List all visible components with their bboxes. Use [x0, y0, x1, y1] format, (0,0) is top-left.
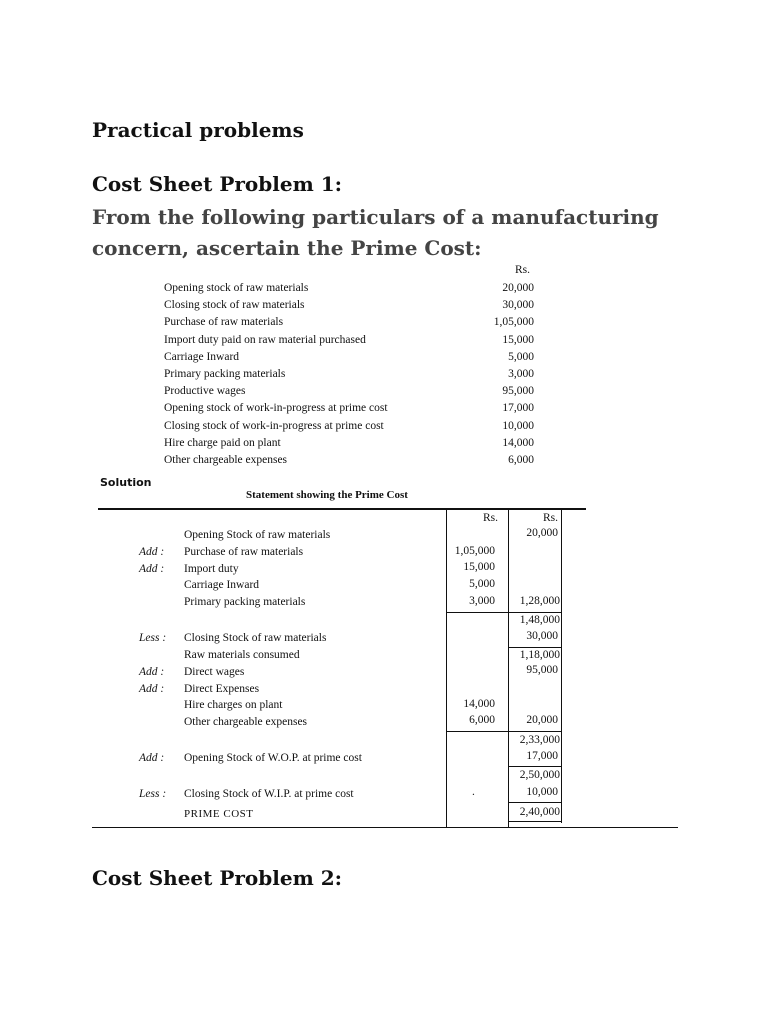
particular-amount: 10,000: [502, 419, 534, 432]
column-divider-3: [561, 509, 562, 823]
particular-label: Primary packing materials: [164, 367, 286, 380]
particular-label: Closing stock of raw materials: [164, 299, 305, 312]
particulars-row: [164, 400, 534, 417]
particular-label: Carriage Inward: [164, 350, 240, 363]
statement-row-label: Direct wages: [184, 666, 245, 678]
statement-row-c2: 20,000: [526, 527, 558, 539]
statement-row-prefix: Add :: [139, 563, 165, 575]
particular-amount: 30,000: [502, 299, 534, 312]
statement-row-label: Closing Stock of W.I.P. at prime cost: [184, 788, 354, 800]
statement-row-prefix: Add :: [139, 683, 165, 695]
particular-label: Purchase of raw materials: [164, 316, 284, 329]
rule-after-purchases: [446, 612, 562, 613]
statement-col2-header: Rs.: [542, 512, 558, 524]
statement-row-c2: 30,000: [526, 630, 558, 642]
particular-amount: 6,000: [508, 453, 534, 466]
statement-row-label: Opening Stock of W.O.P. at prime cost: [184, 752, 362, 764]
statement-row-label: Closing Stock of raw materials: [184, 632, 327, 644]
particulars-row: [164, 280, 534, 297]
rule-after-closing-stock: [508, 647, 562, 648]
particular-amount: 15,000: [502, 333, 534, 346]
particular-amount: 95,000: [502, 385, 534, 398]
statement-row-label: Carriage Inward: [184, 579, 260, 591]
statement-row-c2: 17,000: [526, 750, 558, 762]
particulars-list: [164, 280, 534, 469]
particular-amount: 14,000: [502, 436, 534, 449]
statement-row-label: Primary packing materials: [184, 596, 306, 608]
statement-row-label: Purchase of raw materials: [184, 546, 304, 558]
particular-amount: 3,000: [508, 367, 534, 380]
section-heading: Practical problems: [92, 118, 304, 142]
problem-1-question: From the following particulars of a manufacturing concern, ascertain the Prime Cost:: [92, 205, 659, 260]
statement-row-label: Hire charges on plant: [184, 699, 283, 711]
rule-after-opening-wip: [508, 766, 562, 767]
statement-row-c1: 5,000: [469, 578, 495, 590]
particular-label: Hire charge paid on plant: [164, 436, 281, 449]
prime-cost-label: PRIME COST: [184, 808, 254, 820]
problem-1-heading: Cost Sheet Problem 1:: [92, 172, 342, 196]
statement-row-prefix: Add :: [139, 666, 165, 678]
statement-row-c1: 14,000: [463, 698, 495, 710]
rule-after-closing-wip: [508, 802, 562, 803]
particular-label: Other chargeable expenses: [164, 453, 288, 466]
statement-row-c1: 3,000: [469, 595, 495, 607]
prime-cost-total: 2,40,000: [519, 806, 560, 818]
particulars-row: [164, 418, 534, 435]
particular-label: Closing stock of work-in-progress at prime cost: [164, 419, 384, 432]
statement-row-c2: 95,000: [526, 664, 558, 676]
statement-row-label: Other chargeable expenses: [184, 716, 308, 728]
statement-row-label: Opening Stock of raw materials: [184, 529, 331, 541]
statement-row-c2: 1,18,000: [519, 649, 560, 661]
particular-label: Productive wages: [164, 385, 246, 398]
statement-row-c1: 15,000: [463, 561, 495, 573]
statement-row-c1: 6,000: [469, 714, 495, 726]
statement-row-label: Direct Expenses: [184, 683, 260, 695]
statement-row-c2: 1,28,000: [519, 595, 560, 607]
statement-row-prefix: Add :: [139, 752, 165, 764]
problem-2-heading: Cost Sheet Problem 2:: [92, 866, 342, 890]
particular-label: Opening stock of raw materials: [164, 282, 309, 294]
particular-label: Opening stock of work-in-progress at prime cost: [164, 402, 388, 415]
particulars-row: [164, 435, 534, 452]
particular-amount: 5,000: [508, 350, 534, 363]
particular-amount: 17,000: [502, 402, 534, 415]
particulars-row: [164, 314, 534, 331]
statement-row-label: Raw materials consumed: [184, 649, 300, 661]
statement-row-c2: 10,000: [526, 786, 558, 798]
statement-row-c2: 2,50,000: [519, 769, 560, 781]
statement-row-prefix: Less :: [139, 788, 167, 800]
particulars-row: [164, 366, 534, 383]
statement-row-label: Import duty: [184, 563, 239, 575]
statement-row-prefix: Less :: [139, 632, 167, 644]
particulars-row: [164, 349, 534, 366]
statement-col1-header: Rs.: [482, 512, 498, 524]
particular-label: Import duty paid on raw material purchased: [164, 333, 366, 346]
rule-after-expenses: [446, 731, 562, 732]
statement-title: Statement showing the Prime Cost: [246, 489, 408, 501]
statement-row-c2: 20,000: [526, 714, 558, 726]
statement-row-prefix: Add :: [139, 546, 165, 558]
table-bottom-rule: [92, 827, 678, 828]
rule-prime-cost-total: [508, 821, 562, 822]
particulars-row: [164, 297, 534, 314]
particular-amount: 20,000: [502, 282, 534, 294]
particulars-row: [164, 452, 534, 469]
statement-row-c1: .: [472, 786, 475, 798]
particulars-row: [164, 332, 534, 349]
statement-row-c2: 2,33,000: [519, 734, 560, 746]
table-top-rule: [98, 508, 586, 510]
particulars-row: [164, 383, 534, 400]
particulars-currency-header: Rs.: [514, 264, 530, 276]
statement-row-c2: 1,48,000: [519, 614, 560, 626]
solution-label: Solution: [100, 476, 152, 489]
particular-amount: 1,05,000: [493, 316, 534, 329]
statement-row-c1: 1,05,000: [454, 545, 495, 557]
